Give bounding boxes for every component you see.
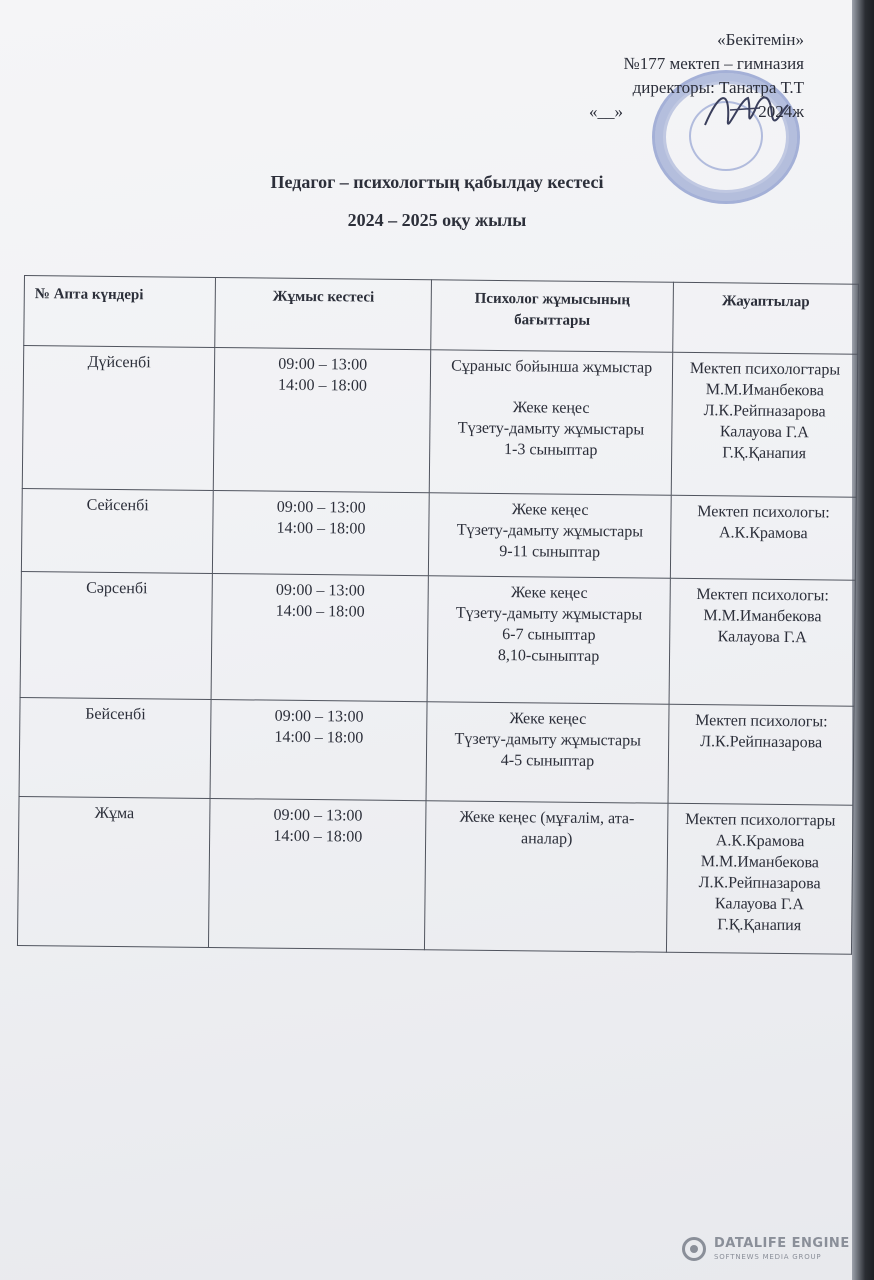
responsible-line: Г.Қ.Қанапия xyxy=(717,916,802,935)
cell-responsible xyxy=(669,578,855,706)
direction-line: Жеке кеңес (мұғалім, ата- xyxy=(459,808,635,828)
time-morning: 09:00 – 13:00 xyxy=(274,707,364,726)
responsible-line: Калауова Г.А xyxy=(719,423,809,442)
cell-responsible xyxy=(668,704,854,805)
time-morning: 09:00 – 13:00 xyxy=(273,806,363,825)
direction-line: Жеке кеңес xyxy=(511,501,589,519)
document-subtitle: 2024 – 2025 оқу жылы xyxy=(347,210,527,230)
watermark xyxy=(682,1236,850,1261)
direction-line: 1-3 сыныптар xyxy=(504,441,598,460)
direction-line: Түзету-дамыту жұмыстары xyxy=(457,419,645,439)
watermark-text xyxy=(714,1236,850,1261)
direction-line: 4-5 сыныптар xyxy=(500,752,595,770)
responsible-line: Мектеп психологтары xyxy=(689,359,841,379)
direction-line: Түзету-дамыту жұмыстары xyxy=(455,604,643,624)
watermark-sub: SOFTNEWS MEDIA GROUP xyxy=(714,1253,822,1261)
time-morning: 09:00 – 13:00 xyxy=(276,498,366,517)
direction-line: 6-7 сыныптар xyxy=(502,626,596,645)
cell-day: Бейсенбі xyxy=(19,697,211,798)
responsible-line: Калауова Г.А xyxy=(717,628,807,647)
responsible-line: А.К.Крамова xyxy=(715,832,805,851)
direction-line: Жеке кеңес xyxy=(512,399,590,417)
time-afternoon: 14:00 – 18:00 xyxy=(278,376,368,395)
table-row xyxy=(17,796,853,954)
watermark-main: DATALIFE ENGINE xyxy=(714,1236,850,1251)
cell-responsible xyxy=(666,803,853,954)
responsible-line: М.М.Иманбекова xyxy=(700,853,820,872)
responsible-line: Калауова Г.А xyxy=(714,895,805,914)
approval-school: №177 мектеп – гимназия xyxy=(623,54,804,73)
time-afternoon: 14:00 – 18:00 xyxy=(276,519,366,538)
approval-date-day: «__» xyxy=(589,102,623,121)
cell-day: Сейсенбі xyxy=(21,488,213,573)
time-morning: 09:00 – 13:00 xyxy=(275,581,365,600)
schedule-table xyxy=(17,275,859,955)
direction-line: 8,10-сыныптар xyxy=(497,646,600,666)
responsible-line: Мектеп психологтары xyxy=(685,810,836,830)
time-afternoon: 14:00 – 18:00 xyxy=(273,827,363,846)
direction-line: Жеке кеңес xyxy=(510,584,588,602)
responsible-line: Г.Қ.Қанапия xyxy=(722,444,807,463)
table-row xyxy=(19,697,854,805)
table-row xyxy=(21,488,856,580)
time-morning: 09:00 – 13:00 xyxy=(278,355,368,374)
header-responsible: Жауаптылар xyxy=(673,282,859,354)
table-header-row xyxy=(24,276,859,355)
responsible-line: Л.К.Рейпназарова xyxy=(700,733,823,752)
cell-directions xyxy=(427,576,670,705)
direction-line: аналар) xyxy=(520,830,573,848)
direction-line: Жеке кеңес xyxy=(509,710,587,728)
responsible-line: Л.К.Рейпназарова xyxy=(698,874,821,893)
time-afternoon: 14:00 – 18:00 xyxy=(275,602,365,621)
direction-line: 9-11 сыныптар xyxy=(499,542,601,562)
cell-responsible xyxy=(671,352,857,497)
direction-line: Сұраныс бойынша жұмыстар xyxy=(451,357,653,377)
responsible-line: Мектеп психологы: xyxy=(695,712,828,731)
cell-directions xyxy=(429,350,672,496)
table-row xyxy=(22,346,857,498)
cell-day: Жұма xyxy=(17,796,210,947)
datalife-logo-icon xyxy=(682,1237,706,1261)
approval-date xyxy=(474,100,804,124)
cell-time xyxy=(211,573,428,701)
cell-time xyxy=(213,348,430,493)
responsible-line: А.К.Крамова xyxy=(718,524,808,543)
responsible-line: М.М.Иманбекова xyxy=(705,381,824,400)
cell-time xyxy=(213,490,430,575)
approval-block xyxy=(474,28,804,124)
cell-day: Сәрсенбі xyxy=(20,571,212,699)
cell-time xyxy=(210,699,427,800)
direction-line: Түзету-дамыту жұмыстары xyxy=(454,730,641,750)
header-work-schedule: Жұмыс кестесі xyxy=(215,278,432,350)
document-title: Педагог – психологтың қабылдау кестесі xyxy=(270,172,604,192)
cell-directions xyxy=(426,702,669,804)
header-weekdays: № Апта күндері xyxy=(24,276,216,348)
table-row xyxy=(20,571,855,706)
approval-heading: «Бекітемін» xyxy=(717,30,804,49)
time-afternoon: 14:00 – 18:00 xyxy=(274,728,364,747)
responsible-line: Мектеп психологы: xyxy=(697,503,830,522)
approval-director: директоры: Танатра Т.Т xyxy=(632,78,804,97)
responsible-line: Л.К.Рейпназарова xyxy=(703,402,826,421)
cell-directions xyxy=(429,493,672,579)
cell-responsible xyxy=(670,495,856,580)
header-directions: Психолог жұмысының бағыттары xyxy=(431,280,674,353)
direction-spacer xyxy=(435,376,668,398)
cell-time xyxy=(209,798,427,949)
cell-directions xyxy=(425,801,668,953)
responsible-line: Мектеп психологы: xyxy=(696,586,830,605)
responsible-line: М.М.Иманбекова xyxy=(703,607,822,626)
approval-date-year: 2024ж xyxy=(758,102,804,121)
cell-day: Дүйсенбі xyxy=(22,346,215,491)
direction-line: Түзету-дамыту жұмыстары xyxy=(456,521,644,541)
